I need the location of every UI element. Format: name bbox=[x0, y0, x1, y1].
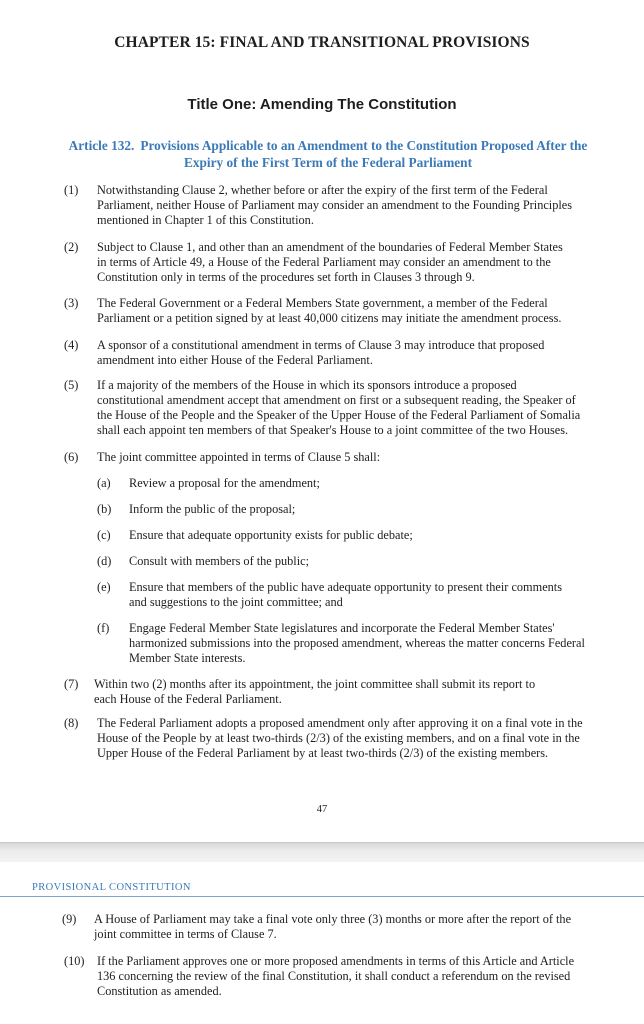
clause-text-line: shall each appoint ten members of that Speaker's House to a joint committee of the two Houses. bbox=[97, 423, 569, 437]
clause-text-line: constitutional amendment accept that amendment on first or a subsequent reading, the Speaker of bbox=[97, 393, 576, 407]
subclause-text-line: Ensure that members of the public have adequate opportunity to present their comments bbox=[129, 580, 562, 594]
clause-text bbox=[97, 183, 572, 228]
clause-label: (1) bbox=[64, 183, 79, 197]
subclause-label: (a) bbox=[97, 476, 111, 490]
clause-text-line: A House of Parliament may take a final vote only three (3) months or more after the report of the bbox=[94, 912, 572, 926]
subclause-text-line: Engage Federal Member State legislatures and incorporate the Federal Member States' bbox=[129, 621, 555, 635]
clause-label: (2) bbox=[64, 240, 79, 254]
clause-text-line: House of the People by at least two-thirds (2/3) of the existing members, and on a final vote in the bbox=[97, 731, 580, 745]
clause-text-line: The Federal Government or a Federal Members State government, a member of the Federal bbox=[97, 296, 548, 310]
clause-text bbox=[94, 912, 571, 942]
article-heading bbox=[38, 137, 618, 171]
clause-label: (9) bbox=[62, 912, 77, 926]
clause-text-line: each House of the Federal Parliament. bbox=[94, 692, 282, 706]
clause-text bbox=[97, 716, 583, 761]
subclause-text-line: and suggestions to the joint committee; and bbox=[129, 595, 343, 609]
clause-text-line: If the Parliament approves one or more proposed amendments in terms of this Article and Article bbox=[97, 954, 575, 968]
subclause-text-line: Consult with members of the public; bbox=[129, 554, 309, 568]
clause-text-line: Notwithstanding Clause 2, whether before or after the expiry of the first term of the Federal bbox=[97, 183, 548, 197]
clause-label: (6) bbox=[64, 450, 79, 464]
subclause-label: (b) bbox=[97, 502, 112, 516]
article-number: Article 132. bbox=[68, 138, 135, 153]
page-number: 47 bbox=[316, 804, 328, 815]
clause-text-line: Subject to Clause 1, and other than an amendment of the boundaries of Federal Member States bbox=[97, 240, 563, 254]
clause-text-line: Constitution as amended. bbox=[97, 984, 222, 998]
clause-text-line: If a majority of the members of the House in which its sponsors introduce a proposed bbox=[97, 378, 517, 392]
subclause-text-line: Inform the public of the proposal; bbox=[129, 502, 296, 516]
chapter-heading: CHAPTER 15: FINAL AND TRANSITIONAL PROVISIONS bbox=[114, 34, 530, 51]
header-rule bbox=[0, 896, 644, 897]
clause-text-line: Upper House of the Federal Parliament by at least two-thirds (2/3) of the existing members. bbox=[97, 746, 549, 760]
subclause-text bbox=[129, 528, 413, 543]
subclause-text-line: Member State interests. bbox=[129, 651, 246, 665]
clause-text bbox=[97, 954, 574, 999]
clause-text bbox=[97, 240, 563, 285]
clause-text bbox=[97, 338, 544, 368]
clause-text-line: The joint committee appointed in terms of Clause 5 shall: bbox=[97, 450, 381, 464]
clause-text-line: The Federal Parliament adopts a proposed amendment only after approving it on a final vote in the bbox=[97, 716, 583, 730]
clause-label: (7) bbox=[64, 677, 79, 691]
clause-label: (3) bbox=[64, 296, 79, 310]
subclause-label: (e) bbox=[97, 580, 111, 594]
clause-text-line: Constitution only in terms of the procedures set forth in Clauses 3 through 9. bbox=[97, 270, 475, 284]
subclause-text bbox=[129, 580, 562, 610]
title-heading: Title One: Amending The Constitution bbox=[187, 96, 457, 113]
clause-text-line: mentioned in Chapter 1 of this Constitution. bbox=[97, 213, 314, 227]
clause-text bbox=[97, 296, 561, 326]
article-title-line-1: Provisions Applicable to an Amendment to the Constitution Proposed After the bbox=[140, 138, 588, 153]
subclause-text bbox=[129, 502, 295, 517]
subclause-text-line: Review a proposal for the amendment; bbox=[129, 476, 320, 490]
clause-text-line: A sponsor of a constitutional amendment in terms of Clause 3 may introduce that proposed bbox=[97, 338, 545, 352]
clause-label: (5) bbox=[64, 378, 79, 392]
clause-text-line: Parliament, neither House of Parliament may consider an amendment to the Founding Principles bbox=[97, 198, 573, 212]
page-divider bbox=[0, 842, 644, 863]
clause-label: (8) bbox=[64, 716, 79, 730]
clause-text-line: the House of the People and the Speaker of the Upper House of the Federal Parliament of Somalia bbox=[97, 408, 581, 422]
clause-text-line: joint committee in terms of Clause 7. bbox=[94, 927, 277, 941]
clause-label: (10) bbox=[64, 954, 85, 968]
subclause-label: (c) bbox=[97, 528, 111, 542]
page-48 bbox=[0, 862, 644, 1024]
subclause-text bbox=[129, 621, 585, 666]
clause-label: (4) bbox=[64, 338, 79, 352]
clause-text-line: Within two (2) months after its appointment, the joint committee shall submit its report to bbox=[94, 677, 536, 691]
subclause-text bbox=[129, 476, 320, 491]
clause-text bbox=[97, 450, 380, 465]
subclause-label: (d) bbox=[97, 554, 112, 568]
clause-text-line: 136 concerning the review of the final Constitution, it shall conduct a referendum on the revised bbox=[97, 969, 571, 983]
subclause-text-line: harmonized submissions into the proposed amendment, whereas the matter concerns Federal bbox=[129, 636, 585, 650]
running-header: PROVISIONAL CONSTITUTION bbox=[32, 882, 191, 893]
clause-text bbox=[94, 677, 535, 707]
subclause-label: (f) bbox=[97, 621, 110, 635]
clause-text-line: Parliament or a petition signed by at least 40,000 citizens may initiate the amendment process. bbox=[97, 311, 562, 325]
subclause-text bbox=[129, 554, 309, 569]
clause-text-line: amendment into either House of the Federal Parliament. bbox=[97, 353, 373, 367]
subclause-text-line: Ensure that adequate opportunity exists for public debate; bbox=[129, 528, 413, 542]
clause-text-line: in terms of Article 49, a House of the Federal Parliament may consider an amendment to the bbox=[97, 255, 551, 269]
article-title-line-2: Expiry of the First Term of the Federal Parliament bbox=[183, 155, 473, 170]
clause-text bbox=[97, 378, 580, 438]
